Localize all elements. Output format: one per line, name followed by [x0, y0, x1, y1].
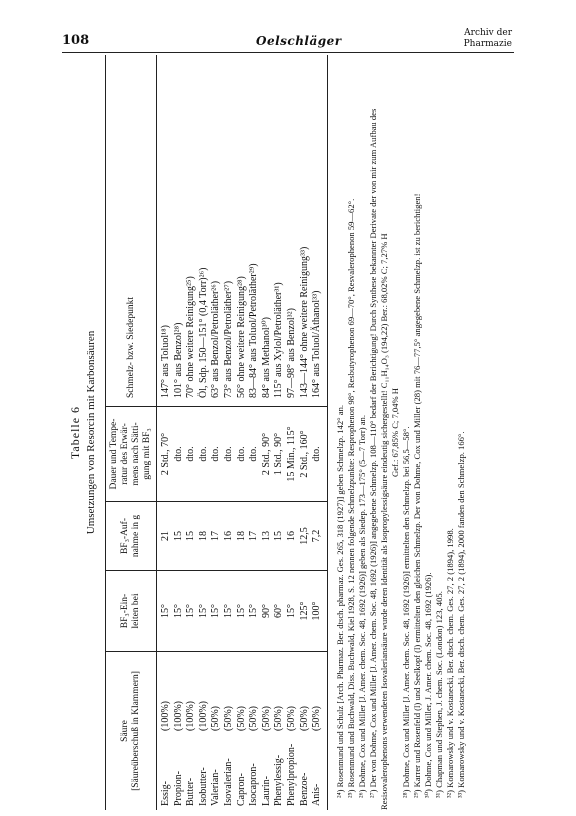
bf3-temp-cell: 15°	[286, 571, 299, 652]
acid-cell	[236, 652, 249, 811]
bf3-amount-cell: 17	[210, 502, 223, 571]
acid-excess: (50%)	[235, 706, 247, 731]
table-body	[157, 55, 328, 810]
acid-excess: (50%)	[260, 706, 272, 731]
acid-name: Phenylessig-	[273, 754, 285, 806]
table-row	[236, 55, 249, 810]
acid-cell	[261, 652, 274, 811]
footnote: ²⁶) Dohme, Cox und Miller [J. Amer. chem. Soc. 48, 1692 (1926)] geben als Siedep. 173—175° (5—7 Torr) an.	[356, 415, 367, 798]
reaction-table	[105, 55, 328, 810]
header-rule	[62, 52, 514, 53]
acid-name: Anis-	[311, 783, 323, 806]
bf3-temp-cell: 15°	[223, 571, 236, 652]
table-row	[157, 55, 173, 810]
bf3-amount-cell: 15	[185, 502, 198, 571]
melting-point-cell: 143—144° ohne weitere Reinigung³³)	[299, 55, 312, 407]
bf3-amount-cell: 13	[261, 502, 274, 571]
acid-excess: (100%)	[172, 701, 184, 731]
table-row	[261, 55, 274, 810]
duration-cell: dto.	[311, 407, 327, 502]
acid-name: Essig-	[160, 781, 171, 806]
acid-cell	[173, 652, 186, 811]
col-acid: Säure [Säureüberschuß in Klammern]	[106, 652, 157, 811]
acid-excess: (100%)	[160, 701, 171, 731]
bf3-amount-cell: 15	[273, 502, 286, 571]
rotated-content	[62, 55, 512, 810]
acid-name: Capron-	[235, 773, 247, 806]
bf3-amount-cell: 21	[157, 502, 173, 571]
duration-cell: dto.	[223, 407, 236, 502]
footnote: ³¹) Chapman und Stephen, J. chem. Soc. (London) 123, 405.	[433, 591, 444, 798]
acid-cell	[185, 652, 198, 811]
table-row	[173, 55, 186, 810]
melting-point-cell: 73° aus Benzol/Petroläther²⁷)	[223, 55, 236, 407]
table-row	[210, 55, 223, 810]
footnote: ³³) Komarowsky und v. Kostanecki, Ber. dtsch. chem. Ges. 27, 2 (1894), 2000 fanden den Schmelzp. 166°.	[455, 431, 466, 798]
duration-cell: 1 Std., 90°	[273, 407, 286, 502]
bf3-temp-cell: 15°	[210, 571, 223, 652]
acid-name: Phenylpropion-	[285, 743, 297, 806]
bf3-amount-cell: 12,5	[299, 502, 312, 571]
duration-cell: dto.	[248, 407, 261, 502]
col-melting-point: Schmelz- bzw. Siedepunkt	[106, 55, 157, 407]
footnote: ²⁷) Der von Dohme, Cox und Miller [J. Amer. chem. Soc. 48, 1692 (1926)] angegebene Schmelzp. 108—110° bedarf der Berichtigung! Durch Synthese bekannter Derivate der von mir zum Aufbau des Resisovalerophenons verwendeten Isovaleriansäure wurde deren Identität als Isopropylessigsäure eindeutig sichergestellt! C₁₁H₁₄O₃ (194,22) Ber.: 68,02% C; 7,27% H	[367, 108, 389, 810]
acid-name: Isobutter-	[197, 767, 209, 806]
table-row	[299, 55, 312, 810]
melting-point-cell: Öl, Sdp. 150—151° (0,4 Torr)²⁶)	[198, 55, 211, 407]
footnote: ³⁰) Dohme, Cox und Miller, J. Amer. chem. Soc. 48, 1692 (1926).	[422, 572, 433, 798]
acid-excess: (50%)	[222, 706, 234, 731]
table-caption: Umsetzungen von Resorcin mit Karbonsäuren	[85, 330, 97, 535]
bf3-temp-cell: 90°	[261, 571, 274, 652]
melting-point-cell: 56° ohne weitere Reinigung²⁸)	[236, 55, 249, 407]
acid-cell	[157, 652, 173, 811]
bf3-amount-cell: 18	[236, 502, 249, 571]
acid-cell	[286, 652, 299, 811]
bf3-amount-cell: 16	[286, 502, 299, 571]
bf3-temp-cell: 60°	[273, 571, 286, 652]
bf3-temp-cell: 15°	[157, 571, 173, 652]
col-bf3-amount: BF₃-Auf- nahme in g	[106, 502, 157, 571]
table-title: Tabelle 6	[68, 405, 82, 460]
acid-excess: (50%)	[210, 706, 222, 731]
duration-cell: dto.	[173, 407, 186, 502]
footnote: ²⁹) Karrer und Rosenfeld (l) und Seelkopf (l) ermittelten den gleichen Schmelzp. Der von Dohme, Cox und Miller (28) mit 76—77,5° angegebene Schmelzp. ist zu berichtigen!	[411, 193, 422, 798]
melting-point-cell: 83—84° aus Toluol/Petroläther²⁹)	[248, 55, 261, 407]
duration-cell: dto.	[198, 407, 211, 502]
table-row	[273, 55, 286, 810]
acid-excess: (50%)	[273, 706, 285, 731]
acid-excess: (100%)	[197, 701, 209, 731]
duration-cell: 2 Std., 70°	[157, 407, 173, 502]
melting-point-cell: 147° aus Toluol¹⁸)	[157, 55, 173, 407]
col-bf3-temp: BF₃-Ein- leiten bei	[106, 571, 157, 652]
bf3-amount-cell: 7,2	[311, 502, 327, 571]
bf3-amount-cell: 18	[198, 502, 211, 571]
footnote: ³²) Komarowsky und v. Kostanecki, Ber. dtsch. chem. Ges. 27, 2 (1894), 1998.	[444, 528, 455, 798]
bf3-amount-cell: 15	[173, 502, 186, 571]
melting-point-cell: 63° aus Benzol/Petroläther²⁶)	[210, 55, 223, 407]
bf3-temp-cell: 100°	[311, 571, 327, 652]
acid-excess: (50%)	[311, 706, 323, 731]
bf3-amount-cell: 17	[248, 502, 261, 571]
duration-cell: 2 Std., 90°	[261, 407, 274, 502]
table-row	[198, 55, 211, 810]
acid-name: Isocapron-	[248, 763, 260, 806]
bf3-temp-cell: 15°	[198, 571, 211, 652]
bf3-temp-cell: 15°	[185, 571, 198, 652]
journal-line-2: Pharmazie	[463, 39, 512, 49]
acid-excess: (100%)	[185, 701, 197, 731]
acid-name: Propion-	[172, 771, 184, 806]
footnote: Gef.: 67,85% C; 7,04% H	[389, 387, 400, 478]
acid-excess: (50%)	[298, 706, 310, 731]
running-head-journal	[464, 28, 512, 50]
table-row	[185, 55, 198, 810]
acid-cell	[273, 652, 286, 811]
acid-excess: (50%)	[285, 706, 297, 731]
acid-name: Laurin-	[260, 776, 272, 806]
col-duration: Dauer und Tempe- ratur des Erwär- mens nach Sätti- gung mit BF₃	[106, 407, 157, 502]
footnotes	[335, 55, 467, 810]
table-row	[223, 55, 236, 810]
duration-cell: 2 Std., 160°	[299, 407, 312, 502]
acid-name: Valerian-	[210, 769, 222, 806]
acid-cell	[311, 652, 327, 811]
table-row	[286, 55, 299, 810]
duration-cell: 15 Min., 115°	[286, 407, 299, 502]
bf3-amount-cell: 16	[223, 502, 236, 571]
melting-point-cell: 164° aus Toluol/Äthanol³³)	[311, 55, 327, 407]
bf3-temp-cell: 15°	[236, 571, 249, 652]
melting-point-cell: 115° aus Xylol/Petroläther³¹)	[273, 55, 286, 407]
footnote: ²⁴) Rosenmund und Schulz [Arch. Pharmaz. Ber. dtsch. pharmaz. Ges. 265, 318 (1927)] geben Schmelzp. 142° an.	[334, 404, 345, 798]
duration-cell: dto.	[210, 407, 223, 502]
bf3-temp-cell: 15°	[248, 571, 261, 652]
acid-cell	[299, 652, 312, 811]
table-header-row	[106, 55, 157, 810]
acid-excess: (50%)	[248, 706, 260, 731]
page-number: 108	[62, 33, 90, 48]
melting-point-cell: 101° aus Benzol²⁸)	[173, 55, 186, 407]
acid-name: Isovalerian-	[222, 758, 234, 806]
bf3-temp-cell: 15°	[173, 571, 186, 652]
table-row	[311, 55, 327, 810]
duration-cell: dto.	[236, 407, 249, 502]
duration-cell: dto.	[185, 407, 198, 502]
acid-cell	[223, 652, 236, 811]
footnote: ²⁸) Dohme, Cox und Miller [J. Amer. chem. Soc. 48, 1692 (1926)] ermittelten den Schmelzp. bei 56,5—58°.	[400, 426, 411, 798]
footnote: ²⁵) Rosenmund und Buchwald, Diss. Buchwald, Kiel 1928, S. 12 nennen folgende Schmelzpunkte: Resprophenon 98°, Resbutyrophenon 69—70°, Resvalerophenon 59—62°.	[345, 198, 356, 798]
acid-name: Benzoe-	[298, 772, 310, 806]
acid-cell	[210, 652, 223, 811]
melting-point-cell: 84° aus Methanol³⁰)	[261, 55, 274, 407]
table-row	[248, 55, 261, 810]
melting-point-cell: 70° ohne weitere Reinigung²⁵)	[185, 55, 198, 407]
journal-line-1: Archiv der	[464, 28, 512, 38]
acid-cell	[198, 652, 211, 811]
bf3-temp-cell: 125°	[299, 571, 312, 652]
running-head-author: Oelschläger	[256, 34, 342, 48]
acid-cell	[248, 652, 261, 811]
melting-point-cell: 97—98° aus Benzol³²)	[286, 55, 299, 407]
acid-name: Butter-	[185, 777, 197, 806]
